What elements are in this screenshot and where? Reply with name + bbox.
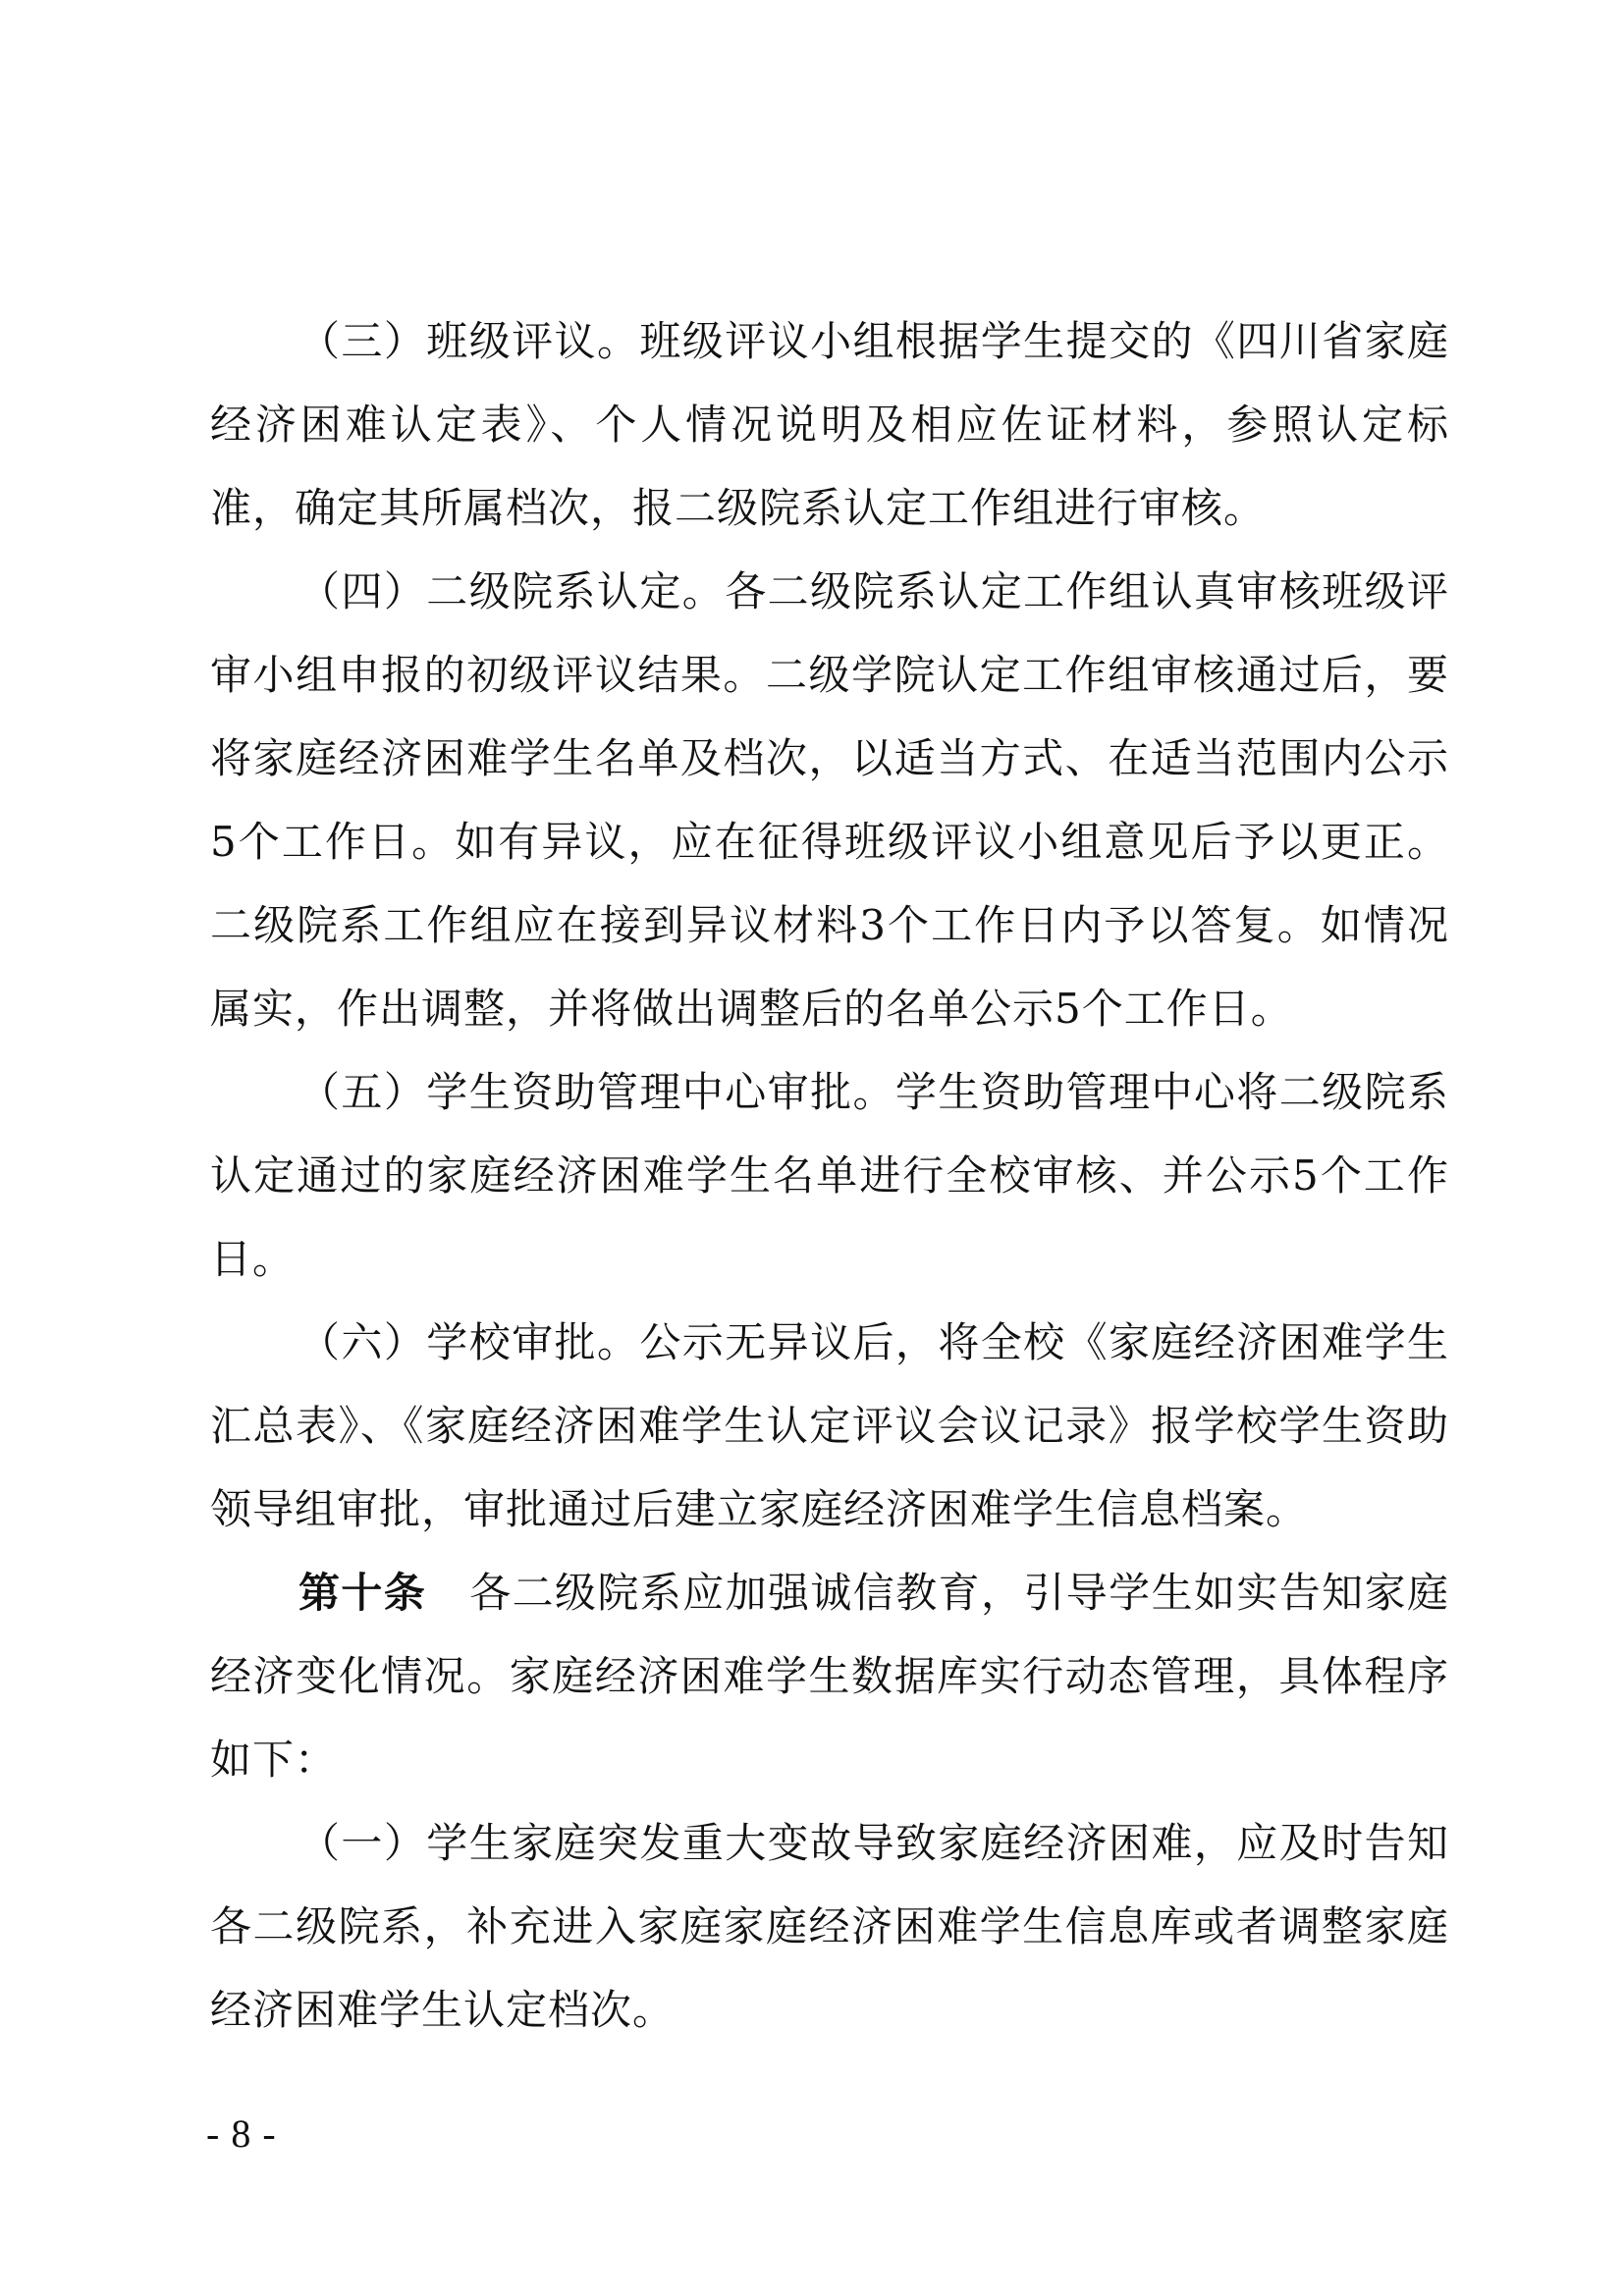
paragraph-text: （三）班级评议。班级评议小组根据学生提交的《四川省家庭经济困难认定表》、个人情况说明及相应佐证材料，参照认定标准，确定其所属档次，报二级院系认定工作组进行审核。 bbox=[210, 317, 1449, 532]
paragraph-article-ten bbox=[210, 1551, 1449, 1801]
paragraph-text: （四）二级院系认定。各二级院系认定工作组认真审核班级评审小组申报的初级评议结果。二级学院认定工作组审核通过后，要将家庭经济困难学生名单及档次，以适当方式、在适当范围内公示5个工作日。如有异议，应在征得班级评议小组意见后予以更正。二级院系工作组应在接到异议材料3个工作日内予以答复。如情况属实，作出调整，并将做出调整后的名单公示5个工作日。 bbox=[210, 567, 1449, 1033]
paragraph-school-approval bbox=[210, 1301, 1449, 1551]
page-number: - 8 - bbox=[206, 2111, 277, 2156]
paragraph-class-review bbox=[210, 299, 1449, 550]
paragraph-text: （六）学校审批。公示无异议后，将全校《家庭经济困难学生汇总表》、《家庭经济困难学生认定评议会议记录》报学校学生资助领导组审批，审批通过后建立家庭经济困难学生信息档案。 bbox=[210, 1318, 1449, 1533]
article-label: 第十条 bbox=[298, 1569, 427, 1617]
paragraph-sudden-change bbox=[210, 1801, 1449, 2052]
paragraph-aid-center-approval bbox=[210, 1050, 1449, 1301]
paragraph-text: （一）学生家庭突发重大变故导致家庭经济困难，应及时告知各二级院系，补充进入家庭家庭经济困难学生信息库或者调整家庭经济困难学生认定档次。 bbox=[210, 1819, 1449, 2034]
paragraph-text: （五）学生资助管理中心审批。学生资助管理中心将二级院系认定通过的家庭经济困难学生名单进行全校审核、并公示5个工作日。 bbox=[210, 1068, 1449, 1283]
paragraph-department-review bbox=[210, 550, 1449, 1050]
paragraph-text: 各二级院系应加强诚信教育，引导学生如实告知家庭经济变化情况。家庭经济困难学生数据库实行动态管理，具体程序如下： bbox=[210, 1569, 1449, 1784]
document-body bbox=[210, 299, 1449, 2052]
